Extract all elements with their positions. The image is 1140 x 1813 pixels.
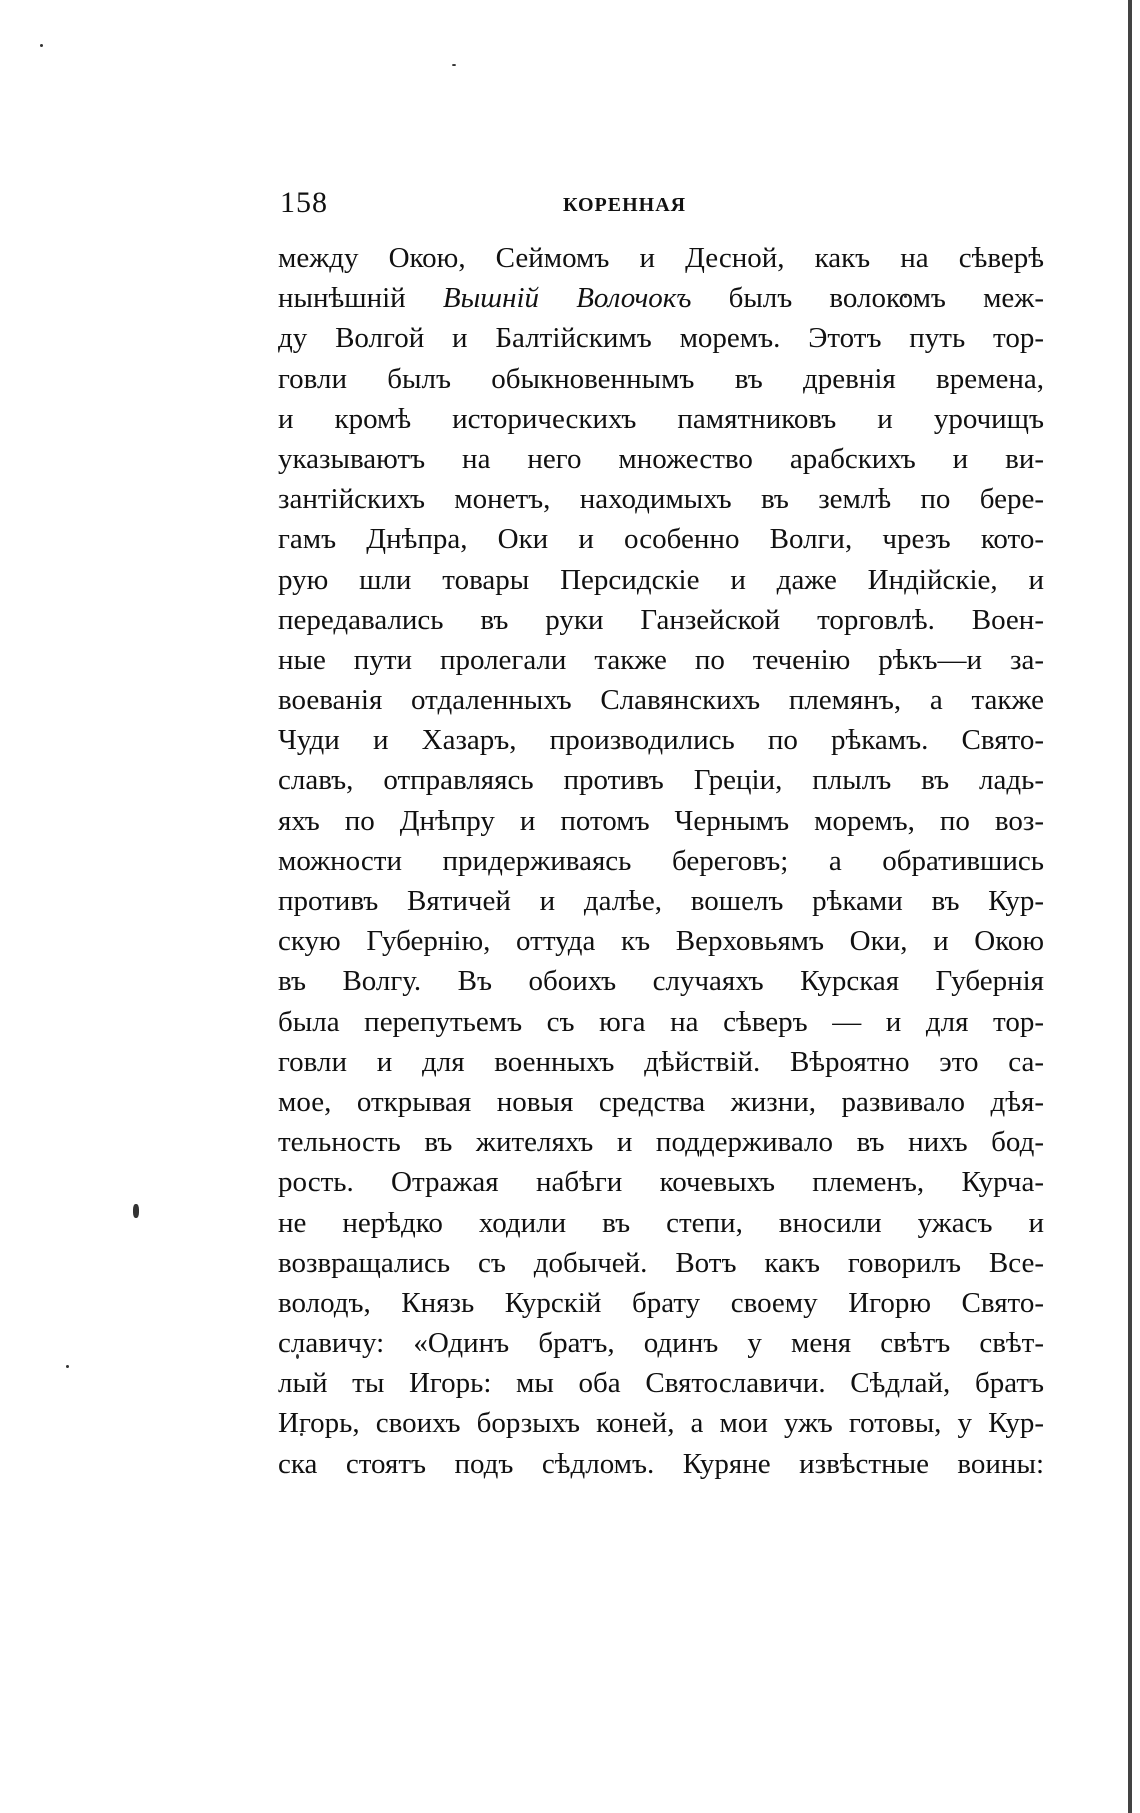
text-line: мое, открывая новыя средства жизни, развивало дѣя- <box>278 1085 1044 1118</box>
text-line: яхъ по Днѣпру и потомъ Чернымъ моремъ, по воз- <box>278 804 1044 837</box>
text-line: ные пути пролегали также по теченію рѣкъ—и за- <box>278 643 1044 676</box>
text-line: ска стоятъ подъ сѣдломъ. Куряне извѣстные воины: <box>278 1447 1044 1480</box>
speck <box>66 1365 69 1368</box>
text-line: тельность въ жителяхъ и поддерживало въ нихъ бод- <box>278 1126 1044 1159</box>
running-head: КОРЕННАЯ <box>563 194 687 216</box>
text-line: ду Волгой и Балтійскимъ моремъ. Этотъ путь тор- <box>278 322 1044 355</box>
text-line: была перепутьемъ съ юга на сѣверъ — и для тор- <box>278 1005 1044 1038</box>
speck <box>40 44 43 47</box>
text-line: противъ Вятичей и далѣе, вошелъ рѣками въ Кур- <box>278 885 1044 917</box>
text-line: Чуди и Хазаръ, производились по рѣкамъ. Свято- <box>278 724 1044 757</box>
text-line: воеванія отдаленныхъ Славянскихъ племянъ, а также <box>278 684 1044 717</box>
page-spine-edge <box>1128 0 1132 1813</box>
text-line: рость. Отражая набѣги кочевыхъ племенъ, Курча- <box>278 1166 1044 1199</box>
text-line: славъ, отправляясь противъ Греціи, плылъ въ ладь- <box>278 764 1044 797</box>
text-line: говли и для военныхъ дѣйствій. Вѣроятно это са- <box>278 1045 1044 1078</box>
text-line-start: нынѣшній <box>278 282 443 315</box>
text-line: Игорь, своихъ борзыхъ коней, а мои ужъ готовы, у Кур- <box>278 1407 1044 1440</box>
text-line: говли былъ обыкновеннымъ въ древнія времена, <box>278 362 1044 395</box>
speck <box>133 1204 139 1218</box>
body-text <box>278 238 1044 1484</box>
text-line: можности придерживаясь береговъ; а обратившись <box>278 844 1044 877</box>
text-line: въ Волгу. Въ обоихъ случаяхъ Курская Губернія <box>278 965 1044 998</box>
text-line-end: былъ волокомъ меж- <box>691 282 1044 315</box>
text-line: и кромѣ историческихъ памятниковъ и урочищъ <box>278 402 1044 435</box>
text-line: возвращались съ добычей. Вотъ какъ говорилъ Все- <box>278 1246 1044 1279</box>
text-line: передавались въ руки Ганзейской торговлѣ. Воен- <box>278 603 1044 636</box>
page-number: 158 <box>280 186 328 219</box>
text-line: скую Губернію, оттуда къ Верховьямъ Оки, и Окою <box>278 925 1044 958</box>
speck <box>452 64 456 66</box>
text-line: не нерѣдко ходили въ степи, вносили ужасъ и <box>278 1206 1044 1239</box>
text-line: гамъ Днѣпра, Оки и особенно Волги, чрезъ кото- <box>278 523 1044 556</box>
text-line: володъ, Князь Курскій брату своему Игорю Свято- <box>278 1286 1044 1319</box>
text-line: рую шли товары Персидскіе и даже Индійскіе, и <box>278 563 1044 596</box>
text-line: зантійскихъ монетъ, находимыхъ въ землѣ по бере- <box>278 483 1044 516</box>
text-line: лый ты Игорь: мы оба Святославичи. Сѣдлай, братъ <box>278 1367 1044 1400</box>
italic-place-name: Вышній Волочокъ <box>442 282 692 315</box>
text-line: славичу: «Одинъ братъ, одинъ у меня свѣтъ свѣт- <box>278 1327 1044 1360</box>
text-line: указываютъ на него множество арабскихъ и ви- <box>278 442 1044 475</box>
text-line <box>278 278 1044 318</box>
page-header <box>280 186 1040 226</box>
text-line: между Окою, Сеймомъ и Десной, какъ на сѣверѣ <box>278 242 1044 274</box>
